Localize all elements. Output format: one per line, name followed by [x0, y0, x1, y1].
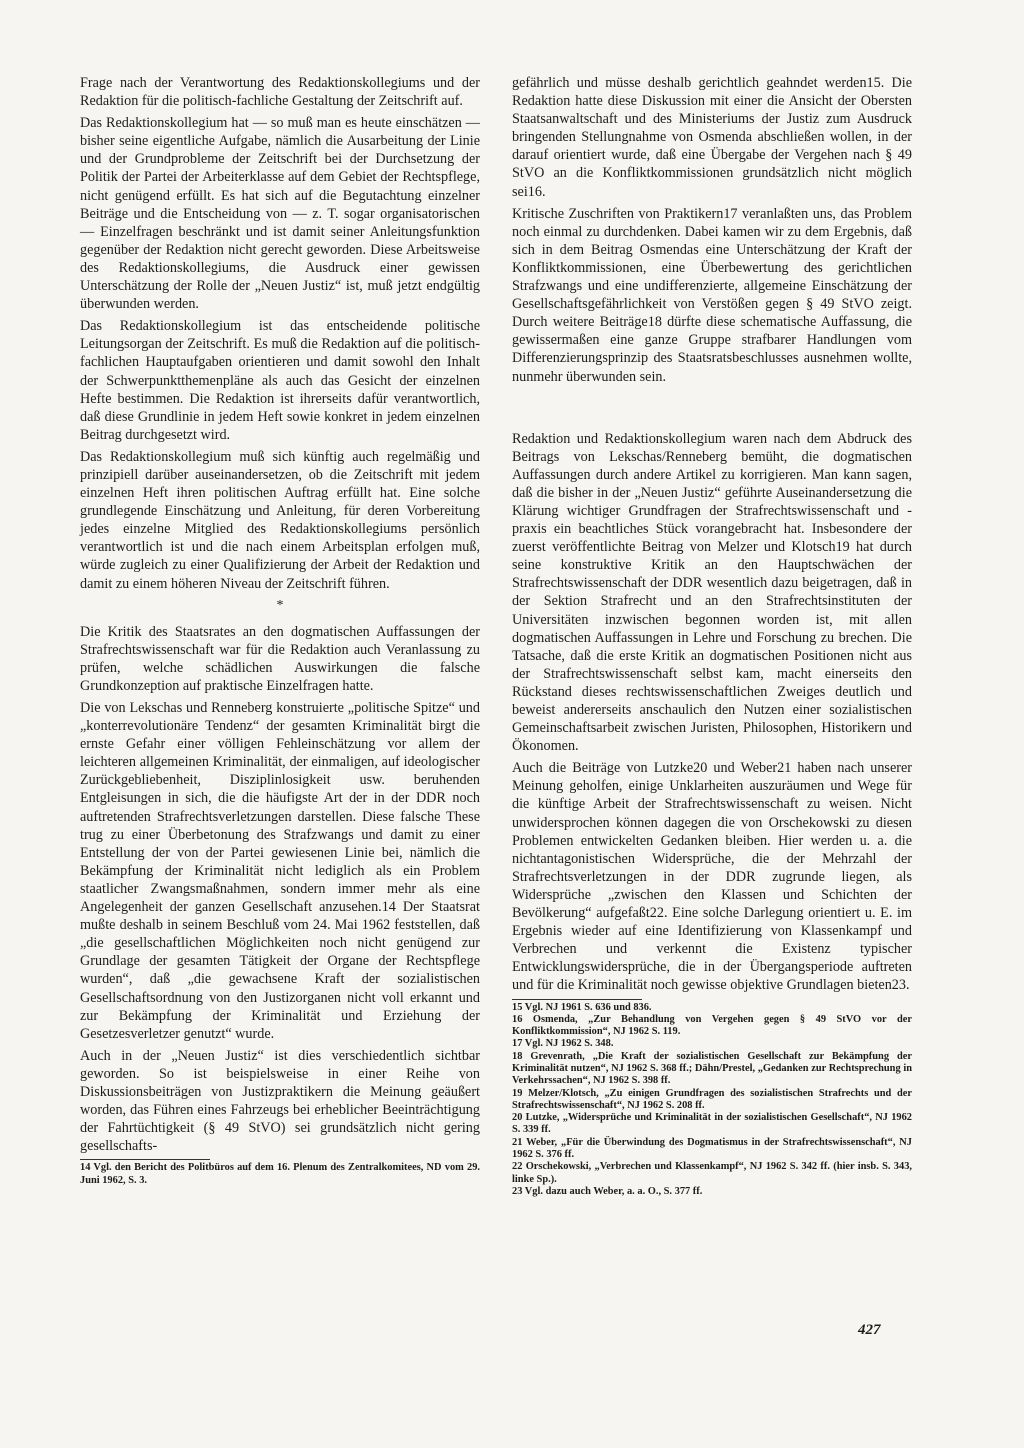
paragraph: Die von Lekschas und Renneberg konstruierte „politische Spitze“ und „konterrevolutionäre Tendenz“ der gesamten Kriminalität birgt die ernste Gefahr einer völligen Fehleinschätzung vor allem der leichteren allgemeinen Kriminalität, der einmaligen, auf ideologischer Zurückgebliebenheit, Disziplinlosigkeit usw. beruhenden Entgleisungen in sich, die die häufigste Art der in der DDR noch auftretenden Strafrechtsverletzungen darstellen. Diese falsche These trug zu einer Überbetonung des Strafzwangs und damit zu einer Entstellung der von der Partei gewiesenen Linie bei, nämlich die Bekämpfung der Kriminalität nicht lediglich als ein Problem staatlicher Zwangsmaßnahmen, sondern immer mehr als eine Angelegenheit der ganzen Gesellschaft anzusehen.14 Der Staatsrat mußte deshalb in seinem Beschluß vom 24. Mai 1962 feststellen, daß „die gesellschaftlichen Möglichkeiten noch nicht genügend zur Grundlage der gesamten Tätigkeit der Organe der Rechtspflege wurden“, daß „die gewachsene Kraft der sozialistischen Gesellschaftsordnung von den Justizorganen nicht voll erkannt und zur Bekämpfung der Kriminalität und Erziehung der Gesetzesverletzer genutzt“ wurde.	[80, 700, 480, 1042]
paragraph: Das Redaktionskollegium ist das entscheidende politische Leitungsorgan der Zeitschrift. Es muß die Redaktion auf die politisch-fachlichen Hauptaufgaben orientieren und damit sowohl den Inhalt der Schwerpunktthemenpläne als auch das Gesicht der einzelnen Hefte bestimmen. Die Redaktion ist ihrerseits dafür verantwortlich, daß diese Grundlinie in jedem Heft sowie konkret in jedem einzelnen Beitrag durchgesetzt wird.	[80, 318, 480, 443]
paragraph: Auch die Beiträge von Lutzke20 und Weber21 haben nach unserer Meinung geholfen, einige Unklarheiten auszuräumen und Wege für die künftige Arbeit der Strafrechtswissenschaft zu weisen. Nicht unwidersprochen können dagegen die von Orschekowski zu diesen Problemen entwickelten Gedanken bleiben. Hier werden u. a. die nichtantagonistischen Widersprüche, die der Mehrzahl der Strafrechtsverletzungen in der DDR zugrunde liegen, als Widersprüche „zwischen den Klassen und Schichten der Bevölkerung“ aufgefaßt22. Eine solche Darlegung orientiert u. E. im Ergebnis wieder auf eine Identifizierung von Klassenkampf und Verbrechen und verkennt die Existenz typischer Entwicklungswidersprüche, die in der Übergangsperiode auftreten und für die Kriminalität noch gewisse objektive Grundlagen bieten23.	[512, 760, 912, 994]
right-footnotes	[512, 1002, 912, 1199]
footnote: 20 Lutzke, „Widersprüche und Kriminalität in der sozialistischen Gesellschaft“, NJ 1962 S. 339 ff.	[512, 1112, 912, 1136]
footnote: 22 Orschekowski, „Verbrechen und Klassenkampf“, NJ 1962 S. 342 ff. (hier insb. S. 343, linke Sp.).	[512, 1161, 912, 1185]
section-separator: *	[276, 597, 284, 613]
paragraph: Frage nach der Verantwortung des Redaktionskollegiums und der Redaktion für die politisch-fachliche Gestaltung der Zeitschrift auf.	[80, 75, 480, 110]
footnote: 15 Vgl. NJ 1961 S. 636 und 836.	[512, 1001, 652, 1013]
footnote: 23 Vgl. dazu auch Weber, a. a. O., S. 377 ff.	[512, 1185, 703, 1197]
footnote: 14 Vgl. den Bericht des Politbüros auf dem 16. Plenum des Zentralkomitees, ND vom 29. Juni 1962, S. 3.	[80, 1162, 480, 1186]
footnote: 18 Grevenrath, „Die Kraft der sozialistischen Gesellschaft zur Bekämpfung der Kriminalität nutzen“, NJ 1962 S. 368 ff.; Dähn/Prestel, „Gedanken zur Rechtsprechung in Verkehrssachen“, NJ 1962 S. 398 ff.	[512, 1050, 912, 1087]
left-footnotes	[80, 1162, 480, 1187]
section-gap	[512, 390, 912, 430]
paragraph: Kritische Zuschriften von Praktikern17 veranlaßten uns, das Problem noch einmal zu durchdenken. Dabei kamen wir zu dem Ergebnis, daß sich in dem Beitrag Osmendas eine Unterschätzung der Kraft der Konfliktkommissionen, eine Überbewertung des gerichtlichen Strafzwangs und eine undifferenzierte, allgemeine Einschätzung der Gesellschaftsgefährlichkeit von Verstößen gegen § 49 StVO zeigt. Durch weitere Beiträge18 dürfte diese schematische Auffassung, die gewissermaßen eine ganze Gruppe strafbarer Handlungen vom Differenzierungsprinzip des Staatsratsbeschlusses ausnehmen wollte, nunmehr überwunden sein.	[512, 205, 912, 385]
right-column	[512, 74, 912, 1198]
paragraph: gefährlich und müsse deshalb gerichtlich geahndet werden15. Die Redaktion hatte diese Diskussion mit einer die Ansicht der Obersten Staatsanwaltschaft und des Ministeriums der Justiz zum Ausdruck bringenden Stellungnahme von Osmenda abschließen wollen, in der darauf orientiert wurde, daß eine Übergabe der Vergehen nach § 49 StVO an die Konfliktkommissionen grundsätzlich nicht möglich sei16.	[512, 75, 912, 200]
paragraph: Redaktion und Redaktionskollegium waren nach dem Abdruck des Beitrags von Lekschas/Renneberg bemüht, die dogmatischen Auffassungen durch andere Artikel zu korrigieren. Man kann sagen, daß die bisher in der „Neuen Justiz“ geführte Auseinandersetzung die Klärung wichtiger Grundfragen der Strafrechtswissenschaft und -praxis ein beachtliches Stück vorangebracht hat. Insbesondere der zuerst veröffentlichte Beitrag von Melzer und Klotsch19 hat durch seine konstruktive Kritik an den Hauptschwächen der Strafrechtswissenschaft der DDR wesentlich dazu beigetragen, daß in der Sektion Strafrecht und an den Strafrechtsinstituten der Universitäten inzwischen begonnen worden ist, mit allen dogmatischen Auffassungen in Lehre und Forschung zu brechen. Die Tatsache, daß die erste Kritik an dogmatischen Positionen nicht aus der Strafrechtswissenschaft selbst kam, macht einerseits den Rückstand dieses rechtswissenschaftlichen Zweiges deutlich und beweist andererseits anschaulich den Nutzen einer sozialistischen Gemeinschaftsarbeit zwischen Juristen, Philosophen, Historikern und Ökonomen.	[512, 430, 912, 755]
footnote: 16 Osmenda, „Zur Behandlung von Vergehen gegen § 49 StVO vor der Konfliktkommission“, NJ 1962 S. 119.	[512, 1013, 912, 1038]
footnote: 19 Melzer/Klotsch, „Zu einigen Grundfragen des sozialistischen Strafrechts und der Strafrechtswissenschaft“, NJ 1962 S. 208 ff.	[512, 1087, 912, 1111]
page-number: 427	[858, 1322, 881, 1338]
paragraph: Die Kritik des Staatsrates an den dogmatischen Auffassungen der Strafrechtswissenschaft war für die Redaktion auch Veranlassung zu prüfen, welche schädlichen Auswirkungen die falsche Grundkonzeption auf praktische Einzelfragen hatte.	[80, 623, 480, 694]
footnote: 17 Vgl. NJ 1962 S. 348.	[512, 1038, 614, 1050]
paragraph: Das Redaktionskollegium hat — so muß man es heute einschätzen — bisher seine eigentliche Aufgabe, nämlich die Ausarbeitung der Linie und der Grundprobleme der Zeitschrift bei der Durchsetzung der Politik der Partei der Arbeiterklasse auf dem Gebiet der Rechtspflege, nicht genügend erfüllt. Es hat sich auf die Begutachtung einzelner Beiträge und die Entscheidung von — z. T. sogar organisatorischen — Einzelfragen beschränkt und ist damit seiner Anleitungsfunktion gegenüber der Redaktion nicht gerecht geworden. Diese Arbeitsweise des Redaktionskollegiums, die Ausdruck einer gewissen Unterschätzung der Rolle der „Neuen Justiz“ ist, muß jetzt endgültig überwunden werden.	[80, 115, 480, 313]
left-column	[80, 74, 480, 1187]
footnote-rule	[512, 999, 642, 1000]
paragraph: Auch in der „Neuen Justiz“ ist dies verschiedentlich sichtbar geworden. So ist beispielsweise in einer Reihe von Diskussionsbeiträgen von Justizpraktikern die Meinung geäußert worden, das Führen eines Fahrzeugs bei erheblicher Beeinträchtigung der Fahrtüchtigkeit (§ 49 StVO) sei grundsätzlich nicht gering gesellschafts-	[80, 1047, 480, 1155]
paragraph: Das Redaktionskollegium muß sich künftig auch regelmäßig und prinzipiell darüber auseinandersetzen, ob die Zeitschrift mit jedem einzelnen Heft ihren politischen Auftrag erfüllt hat. Eine solche grundlegende Einschätzung und Anleitung, für deren Vorbereitung jedes einzelne Mitglied des Redaktionskollegiums persönlich verantwortlich ist und die nach einem Arbeitsplan erfolgen muß, würde zugleich zu einer Qualifizierung der Arbeit der Redaktion und damit zu einem höheren Niveau der Zeitschrift führen.	[80, 448, 480, 592]
footnote-rule	[80, 1159, 210, 1160]
footnote: 21 Weber, „Für die Überwindung des Dogmatismus in der Strafrechtswissenschaft“, NJ 1962 S. 376 ff.	[512, 1136, 912, 1161]
